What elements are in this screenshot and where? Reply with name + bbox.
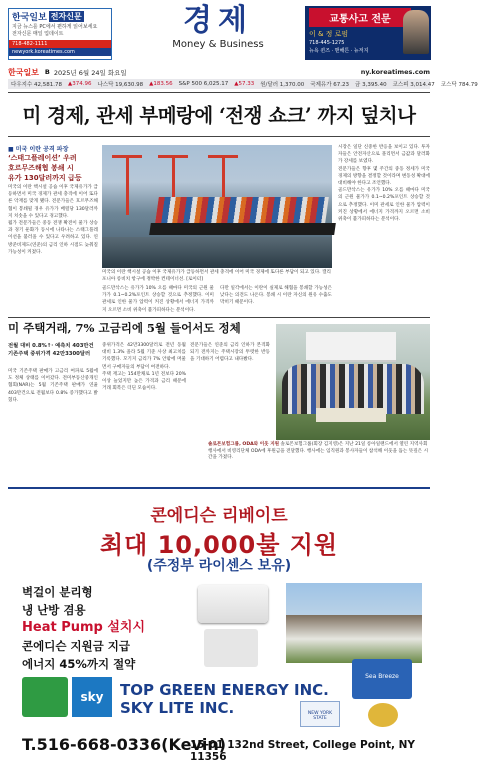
company-logos	[22, 677, 116, 717]
ad-tag: 전자신문	[50, 12, 82, 21]
event-photo	[276, 324, 430, 440]
list-item: 에너지 45%까지 절약	[22, 657, 136, 671]
paragraph: 주택 재고는 154만채로 1년 전보다 20% 이상 늘었지만 높은 가격과 금리 때문에 거래 회복은 더딘 모습이다.	[102, 371, 186, 392]
ticker-item: 코스닥 784.79	[440, 82, 478, 88]
article1-col3	[220, 285, 332, 315]
ad-phone: 718-482-1111	[9, 40, 111, 48]
ticker-item: ▲374.96	[68, 81, 92, 87]
paragraph: 다만 일각에서는 이란이 실제로 해협을 봉쇄할 가능성은 낮다는 의견도 나온다. 봉쇄 시 이란 자신의 원유 수출도 막히기 때문이다.	[220, 286, 332, 306]
article2-col3	[190, 342, 270, 440]
info-bar	[8, 66, 430, 78]
port-photo	[102, 145, 332, 268]
paragraph: 골드만삭스는 유가가 10% 오를 때마다 미국의 근원 물가가 0.1~0.2%포인트 상승할 것으로 추정했다. 이미 관세로 인한 물가 압력이 커진 상황에서 에너지 가격까지 오르면 소비 위축이 불가피하다는 분석이다.	[102, 286, 214, 313]
air-conditioner-icon	[198, 585, 268, 623]
ticker-item: 금 3,395.40	[355, 82, 387, 88]
article2-subhead	[8, 342, 96, 358]
ad-headline: 교통사고 전문	[309, 8, 411, 27]
ticker-item: ▲183.56	[149, 81, 173, 87]
ad-address: 15-01 132nd Street, College Point, NY 11356	[190, 739, 416, 763]
photo-caption: 미국의 이란 핵시설 공습 이후 국제유가가 급등하면서 관세 충격에 이어 미국 경제에 또다른 부담이 되고 있다. 캘리포니아 롱비치 항구에 정박한 컨테이너선. [로이터]	[102, 270, 331, 282]
company-name: TOP GREEN ENERGY INC.	[120, 681, 329, 699]
seal-icon	[368, 703, 398, 727]
ad-line1: 콘에디슨 리베이트	[150, 506, 288, 526]
masthead	[0, 0, 437, 66]
kicker-line: ‘스태그플레이션’ 우려	[8, 154, 77, 162]
sky-lite-logo: sky	[72, 677, 112, 717]
ad-line2: 최대 10,000불 지원	[99, 531, 339, 559]
section-title: 경제	[183, 3, 253, 38]
paragraph: 전문가들은 향후 몇 주간의 중동 정세가 미국 경제의 방향을 결정할 것이라며 변동성 확대에 대비해야 한다고 조언했다.	[338, 166, 430, 187]
article1-kicker	[8, 144, 98, 183]
law-firm-ad[interactable]	[305, 6, 431, 60]
divider	[8, 92, 430, 93]
kicker-line: 호르무즈해협 봉쇄 시	[8, 164, 74, 172]
paper-logo: 한국일보	[8, 67, 39, 77]
ticker-item: 코스피 3,014.47	[392, 82, 435, 88]
ad-brand: 한국일보	[12, 13, 47, 23]
section-subtitle: Money & Business	[172, 39, 264, 50]
ticker-item: 다우지수 42,581.78	[11, 82, 62, 88]
ticker-item: 나스닥 19,630.98	[97, 82, 144, 88]
list-item: 콘에디슨 지원금 지급	[22, 639, 130, 653]
ad-line3: (주정부 라이센스 보유)	[146, 558, 292, 574]
lawyer-portrait	[403, 10, 429, 54]
ad-url: newyork.koreatimes.com	[9, 48, 111, 56]
caption-title: 솔로몬보험그룹, ODA와 이웃 지원	[208, 442, 280, 447]
issue-date: 2025년 6월 24일 화요일	[53, 68, 127, 77]
paragraph: 골드만삭스는 유가가 10% 오를 때마다 미국의 근원 물가가 0.1~0.2%포인트 상승할 것으로 추정했다. 이미 관세로 인한 물가 압력이 커진 상황에서 에너지 가격까지 오르면 소비 위축이 불가피하다는 분석이다.	[338, 188, 430, 223]
article2-headline: 미 주택거래, 7% 고금리에 5월 들어서도 정체	[8, 321, 241, 335]
article2-col1	[8, 368, 98, 480]
ad-phone[interactable]: T.516-668-0336(Kevin)	[22, 735, 227, 754]
ad-feature-list	[22, 583, 192, 673]
ad-name: 이 & 정 로펌	[309, 30, 349, 38]
site-url[interactable]: ny.koreatimes.com	[360, 68, 430, 76]
article1-col1	[8, 184, 98, 314]
house-photo	[286, 583, 422, 663]
ticker-item: S&P 500 6,025.17	[178, 81, 229, 87]
article2-col2	[102, 342, 186, 480]
caption-text: 솔로몬보험그룹(회장 김지영)은 지난 21일 롱아일랜드에서 열린 지역사회 행사에서 비영리단체 ODA에 후원금을 전달했다. 행사에는 임직원과 봉사자들이 참석해 이웃을 돕는 뜻깊은 시간을 가졌다.	[208, 442, 429, 460]
page-letter: B	[44, 68, 50, 76]
ad-line: 지금 뉴스를 PC에서 편하게 읽어보세요	[12, 24, 98, 30]
section-title-block	[170, 4, 266, 50]
list-item: 냉 난방 겸용	[22, 603, 86, 617]
sea-breeze-logo: Sea Breeze	[352, 659, 412, 699]
paragraph: 전문가들은 연준의 금리 인하가 본격화되기 전까지는 주택시장의 뚜렷한 반등을 기대하기 어렵다고 내다봤다.	[190, 343, 270, 363]
paragraph: 중위가격은 42만3300달러로 전년 동월 대비 1.3% 올라 5월 기준 사상 최고치를 기록했다. 모기지 금리가 7% 안팎에 머물면서 구매자들의 부담이 여전하다.	[102, 343, 186, 370]
paragraph: 시장은 일단 신중한 반응을 보이고 있다. 투자자들은 안전자산으로 몰리면서 금값과 달러화가 강세를 보였다.	[338, 145, 430, 165]
top-green-logo	[22, 677, 68, 717]
e-newspaper-ad[interactable]	[8, 8, 112, 60]
event-caption	[208, 442, 430, 462]
ticker-item: 원/달러 1,370.00	[260, 82, 305, 88]
article1-col4	[338, 144, 430, 316]
divider	[8, 136, 430, 137]
paragraph: 미국 기존주택 판매가 고금리 여파로 5월에도 정체 상태를 이어갔다. 전미부동산중개인협회(NAR)는 5월 기존주택 판매가 연율 403만건으로 전월보다 0.8% 증가했다고 밝혔다.	[8, 369, 98, 403]
paragraph: 월가 전문가들은 중동 전쟁 확전이 물가 상승과 경기 둔화가 동시에 나타나는 스태그플레이션을 불러올 수 있다고 우려하고 있다. 연방준비제도(연준)의 금리 인하 시점도 늦춰질 가능성이 커졌다.	[8, 221, 98, 255]
ad-line: 전자신문 매일 업데이트	[12, 31, 64, 37]
kicker-line: ■ 미국 이란 공격 파장	[8, 146, 69, 153]
ticker-item: 국제유가 67.23	[310, 82, 350, 88]
ad-phone: 718-445-1275	[309, 40, 345, 46]
subhead-line: 기존주택 중위가격 42만3300달러	[8, 351, 91, 357]
list-item: 벽걸이 분리형	[22, 585, 93, 599]
energy-ad[interactable]	[8, 487, 430, 765]
divider	[8, 317, 430, 318]
list-item: Heat Pump 설치시	[22, 620, 146, 635]
main-headline: 미 경제, 관세 부메랑에 ‘전쟁 쇼크’ 까지 덮치나	[22, 104, 416, 127]
market-ticker	[8, 79, 478, 89]
outdoor-unit-icon	[204, 629, 258, 667]
nys-logo: NEW YORK STATE	[300, 701, 340, 727]
ticker-item: ▲57.33	[234, 81, 255, 87]
subhead-line: 전월 대비 0.8%↑· 예측치 403만건	[8, 343, 94, 349]
company-name: SKY LITE INC.	[120, 699, 235, 717]
ad-line: 뉴욕 퀸즈 · 맨해튼 · 뉴저지	[309, 48, 369, 54]
paragraph: 미국의 이란 핵시설 공습 이후 국제유가가 급등하면서 미국 경제가 관세 충격에 이어 또다른 악재를 맞게 됐다. 전문가들은 호르무즈해협이 봉쇄될 경우 유가가 배럴당 130달러까지 치솟을 수 있다고 경고했다.	[8, 185, 98, 219]
article1-col2	[102, 285, 214, 315]
kicker-line: 유가 130달러까지 급등	[8, 174, 82, 182]
